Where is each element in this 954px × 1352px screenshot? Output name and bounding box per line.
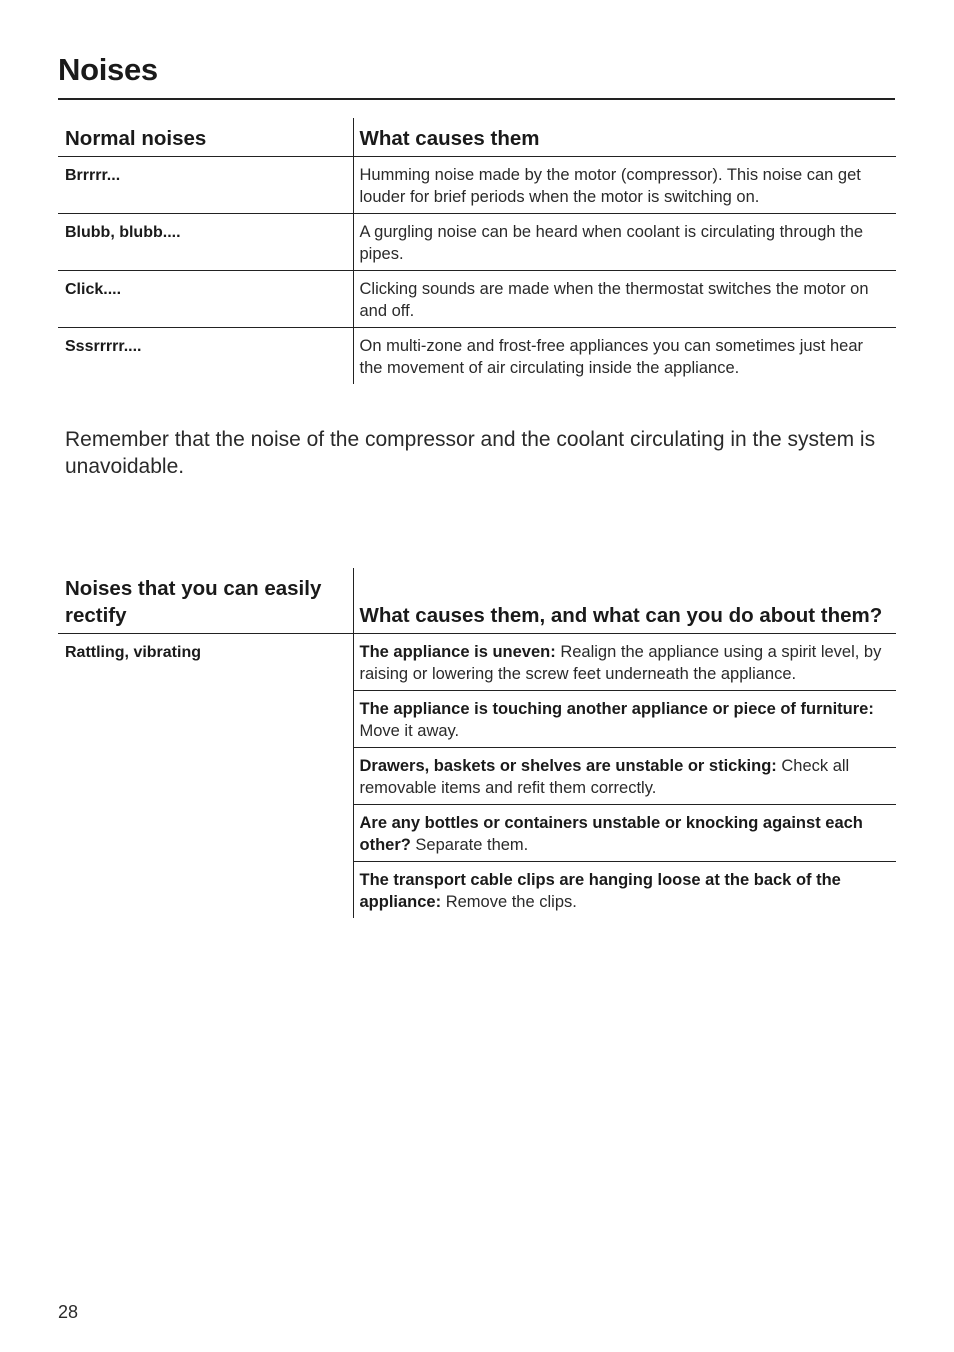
noise-remedy bbox=[353, 691, 896, 748]
remedy-cause: The appliance is uneven: bbox=[359, 643, 556, 661]
noise-cause: A gurgling noise can be heard when coolant is circulating through the pipes. bbox=[353, 214, 896, 271]
normal-noises-header: Normal noises bbox=[58, 118, 353, 157]
noise-remedy bbox=[353, 748, 896, 805]
remedy-action: Move it away. bbox=[359, 721, 460, 740]
noise-remedy bbox=[353, 862, 896, 919]
noise-name: Click.... bbox=[58, 271, 353, 328]
normal-noises-table bbox=[58, 118, 896, 384]
noise-remedy bbox=[353, 805, 896, 862]
causes-and-remedies-header: What causes them, and what can you do about them? bbox=[353, 568, 896, 634]
remedy-cause: Drawers, baskets or shelves are unstable or sticking: bbox=[359, 757, 777, 775]
title-divider bbox=[58, 98, 895, 100]
noise-cause: Clicking sounds are made when the thermostat switches the motor on and off. bbox=[353, 271, 896, 328]
rectifiable-noises-table bbox=[58, 568, 896, 918]
remedy-cause: The appliance is touching another appliance or piece of furniture: bbox=[359, 700, 874, 718]
noise-remedy bbox=[353, 634, 896, 691]
remedy-cause: The transport cable clips are hanging loose at the back of the appliance: bbox=[359, 871, 841, 911]
noise-name: Brrrrr... bbox=[58, 157, 353, 214]
table-row bbox=[58, 328, 896, 385]
table-row bbox=[58, 214, 896, 271]
remedy-action: Check all removable items and refit them correctly. bbox=[359, 757, 850, 797]
table-row bbox=[58, 271, 896, 328]
rectifiable-noises-header: Noises that you can easily rectify bbox=[58, 568, 353, 634]
noise-cause: Humming noise made by the motor (compressor). This noise can get louder for brief periods when the motor is switching on. bbox=[353, 157, 896, 214]
what-causes-them-header: What causes them bbox=[353, 118, 896, 157]
remedy-action: Realign the appliance using a spirit level, by raising or lowering the screw feet underneath the appliance. bbox=[359, 643, 882, 683]
remedy-action: Remove the clips. bbox=[441, 892, 577, 911]
noise-name: Rattling, vibrating bbox=[65, 644, 201, 661]
reminder-paragraph: Remember that the noise of the compressor and the coolant circulating in the system is unavoidable. bbox=[65, 428, 876, 478]
noise-cause: On multi-zone and frost-free appliances you can sometimes just hear the movement of air circulating inside the appliance. bbox=[353, 328, 896, 385]
noise-name: Blubb, blubb.... bbox=[58, 214, 353, 271]
remedy-cause: Are any bottles or containers unstable or knocking against each other? bbox=[359, 814, 863, 854]
noise-name: Sssrrrrr.... bbox=[65, 338, 142, 355]
table-row bbox=[58, 157, 896, 214]
table-row bbox=[58, 634, 896, 691]
remedy-action: Separate them. bbox=[410, 835, 529, 854]
page-number: 28 bbox=[58, 1302, 79, 1322]
page-title: Noises bbox=[58, 52, 158, 87]
